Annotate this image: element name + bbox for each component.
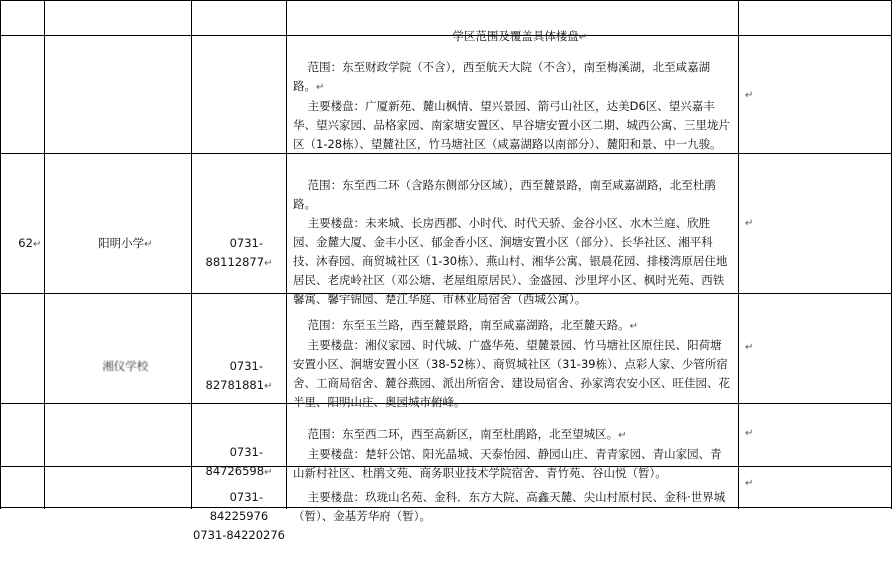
row2-end-mark: ↵	[745, 218, 754, 229]
row4-phone: 0731-84726598↵	[205, 445, 273, 478]
row5-end-mark: ↵	[745, 478, 754, 489]
row3-end-mark: ↵	[745, 342, 754, 353]
row3-phone: 0731-82781881↵	[205, 359, 273, 392]
row2-number: 62↵	[18, 236, 42, 250]
row5-content: 主要楼盘：玖珑山名苑、金科．东方大院、高鑫天麓、尖山村原村民、金科·世界城（暂）、金基芳华府（暂）。	[293, 490, 726, 523]
row5-phone: 0731-84225976 0731-84220276	[193, 490, 285, 542]
col-divider-3	[286, 0, 287, 509]
row4-content: 范围：东至西二环，西至高新区，南至杜鹃路，北至望城区。↵ 主要楼盘：楚轩公馆、阳光晶城、天泰怡园、静园山庄、青青家园、青山家园、青山新村社区、杜鹃文苑、商务职业技术学院宿舍、青竹苑、谷山悦（暂）。	[293, 427, 722, 480]
row1-end-mark: ↵	[745, 90, 754, 101]
table-border-top	[0, 0, 892, 1]
header-district-range: 学区范围及覆盖具体楼盘↵	[452, 29, 588, 43]
row2-phone: 0731-88112877↵	[205, 236, 273, 269]
row2-content: 范围：东至西二环（含路东侧部分区域），西至麓景路，南至咸嘉湖路，北至杜鹃路。 主要楼盘：未来城、长房西郡、小时代、时代天骄、金谷小区、水木兰庭、欣胜园、金麓大厦、金丰小区、郁金香小区、涧塘安置小区（部分）、长华社区、湘平科技、沐春园、商贸城社区（1-30栋）、燕山村、湘华公寓、银晨花园、排楼湾原居住地居民、老虎岭社区（邓公塘、老屋组原居民）、金盛园、沙里坪小区、枫时光苑、西铁馨寓、馨宇锦园、楚江华庭、市林业局宿舍（西城公寓）。	[293, 178, 728, 306]
col-divider-4	[738, 0, 739, 509]
row3-school: 湘仪学校	[102, 359, 149, 373]
row2-school: 阳明小学↵	[98, 236, 153, 250]
row3-content: 范围：东至玉兰路，西至麓景路，南至咸嘉湖路，北至麓天路。↵ 主要楼盘：湘仪家园、时代城、广盛华苑、望麓景园、竹马塘社区原住民、阳荷塘安置小区、涧塘安置小区（38-52栋）、商贸城社区（31-39栋）、点彩人家、少管所宿舍、工商局宿舍、麓谷燕园、派出所宿舍、建设局宿舍、孙家湾农安小区、旺佳园、花半里、阳明山庄、奥园城市俯峰。	[293, 318, 730, 409]
row4-end-mark: ↵	[745, 428, 754, 439]
row1-content: 范围：东至财政学院（不含），西至航天大院（不含），南至梅溪湖，北至咸嘉湖路。↵ 主要楼盘：广厦新苑、麓山枫情、望兴景园、箭弓山社区，达美D6区、望兴嘉丰华、望兴家园、品格家园、南家塘安置区、早谷塘安置小区二期、城西公寓、三里垅片区（1-28栋）、望麓社区，竹马塘社区（咸嘉湖路以南部分）、麓阳和景、中一九骏。	[293, 60, 730, 151]
